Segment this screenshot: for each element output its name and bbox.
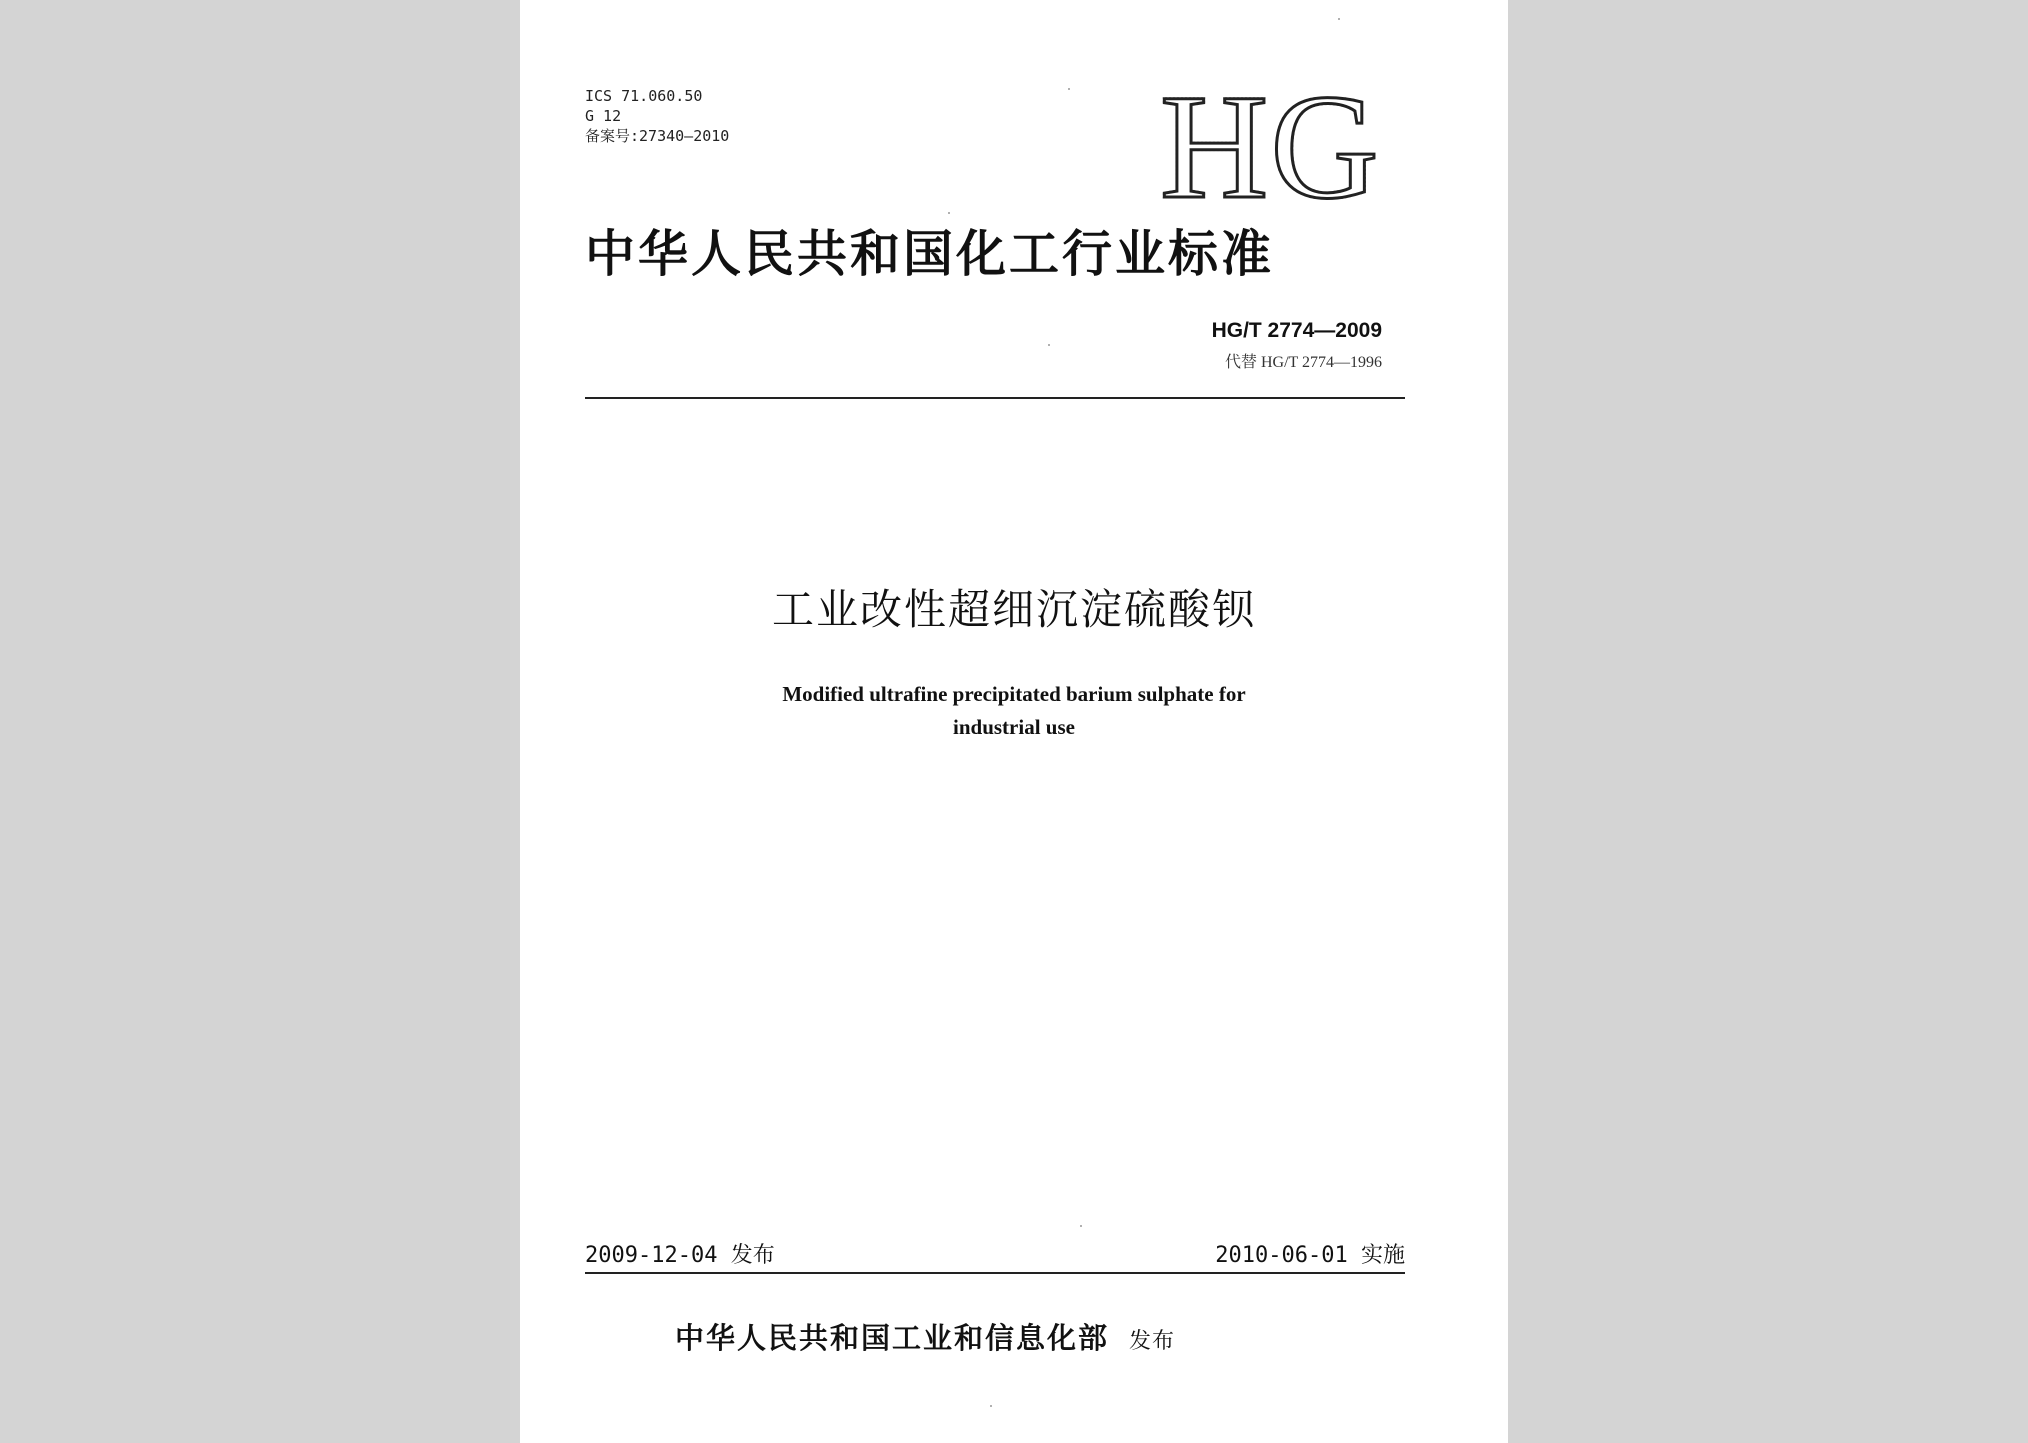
scan-speck: [948, 212, 950, 214]
document-title-chinese: 工业改性超细沉淀硫酸钡: [771, 585, 1256, 634]
ics-code: ICS 71.060.50: [585, 87, 703, 105]
ccs-code: G 12: [585, 107, 622, 125]
publisher-suffix: 发布: [1129, 1329, 1176, 1354]
footer-divider: [585, 1272, 1405, 1274]
title-english-line-1: Modified ultrafine precipitated barium sulphate for: [782, 682, 1246, 706]
record-number: 备案号:27340—2010: [585, 127, 730, 145]
scan-speck: [990, 1405, 992, 1407]
document-page: [520, 0, 1508, 1443]
standard-number: HG/T 2774—2009: [1211, 319, 1382, 342]
organization-title: 中华人民共和国化工行业标准: [585, 225, 1274, 283]
header-divider: [585, 397, 1405, 399]
document-title-english: [520, 678, 1508, 744]
implementation-date: 2010-06-01 实施: [1215, 1243, 1405, 1268]
scan-speck: [1080, 1225, 1082, 1227]
scan-speck: [1338, 18, 1340, 20]
hg-logo: HG: [1160, 64, 1381, 230]
scan-speck: [1048, 344, 1050, 346]
issue-date: 2009-12-04 发布: [585, 1243, 775, 1268]
publisher-name: 中华人民共和国工业和信息化部: [675, 1321, 1110, 1355]
scan-speck: [1068, 88, 1070, 90]
replaces-standard: 代替 HG/T 2774—1996: [1224, 354, 1382, 371]
title-english-line-2: industrial use: [953, 715, 1075, 739]
publisher: [675, 1318, 1175, 1362]
classification-block: [585, 86, 729, 146]
